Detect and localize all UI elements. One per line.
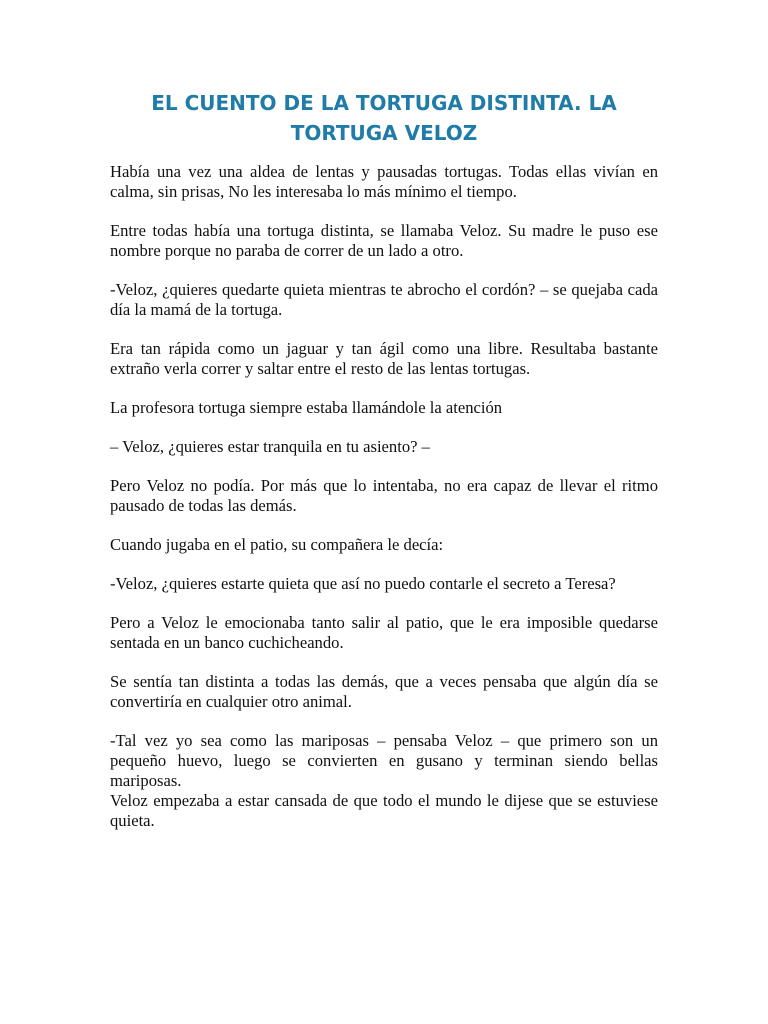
paragraph-3: -Veloz, ¿quieres quedarte quieta mientras te abrocho el cordón? – se quejaba cada día la mamá de la tortuga. [110, 280, 658, 319]
paragraph-4: Era tan rápida como un jaguar y tan ágil como una libre. Resultaba bastante extraño verla correr y saltar entre el resto de las lentas tortugas. [110, 339, 658, 378]
paragraph-13: Veloz empezaba a estar cansada de que todo el mundo le dijese que se estuviese quieta. [110, 791, 658, 830]
paragraph-7: Pero Veloz no podía. Por más que lo intentaba, no era capaz de llevar el ritmo pausado de todas las demás. [110, 476, 658, 515]
paragraph-2: Entre todas había una tortuga distinta, se llamaba Veloz. Su madre le puso ese nombre porque no paraba de correr de un lado a otro. [110, 221, 658, 260]
paragraph-1: Había una vez una aldea de lentas y pausadas tortugas. Todas ellas vivían en calma, sin prisas, No les interesaba lo más mínimo el tiempo. [110, 162, 658, 201]
document-body [110, 162, 658, 850]
paragraph-11: Se sentía tan distinta a todas las demás, que a veces pensaba que algún día se convertiría en cualquier otro animal. [110, 672, 658, 711]
paragraph-5: La profesora tortuga siempre estaba llamándole la atención [110, 398, 503, 417]
paragraph-12: -Tal vez yo sea como las mariposas – pensaba Veloz – que primero son un pequeño huevo, luego se convierten en gusano y terminan siendo bellas mariposas. [110, 731, 658, 790]
paragraph-8: Cuando jugaba en el patio, su compañera le decía: [110, 535, 444, 554]
paragraph-10: Pero a Veloz le emocionaba tanto salir al patio, que le era imposible quedarse sentada en un banco cuchicheando. [110, 613, 658, 652]
paragraph-9: -Veloz, ¿quieres estarte quieta que así no puedo contarle el secreto a Teresa? [110, 574, 616, 593]
document-title: EL CUENTO DE LA TORTUGA DISTINTA. LA TORTUGA VELOZ [151, 91, 617, 145]
paragraph-6: – Veloz, ¿quieres estar tranquila en tu asiento? – [110, 437, 430, 456]
